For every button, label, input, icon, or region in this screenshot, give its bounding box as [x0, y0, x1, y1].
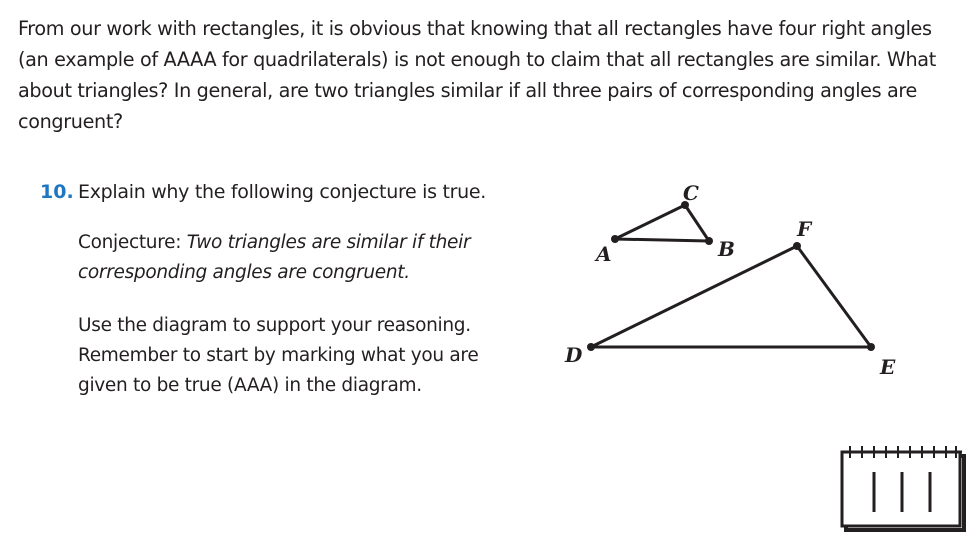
intro-line: From our work with rectangles, it is obvious that knowing that all rectangles have four right angles [18, 17, 932, 40]
instruction-line: Remember to start by marking what you are [78, 345, 479, 366]
vertex-point-a [611, 235, 619, 243]
triangle-def [591, 246, 871, 347]
vertex-point-b [705, 237, 713, 245]
notepad-tally-icon[interactable] [838, 440, 968, 536]
triangle-abc [615, 205, 709, 241]
vertex-label-c: C [683, 181, 699, 205]
vertex-label-d: D [565, 343, 583, 367]
problem-prompt: Explain why the following conjecture is true. [78, 181, 487, 203]
vertex-label-f: F [797, 217, 812, 241]
intro-line: (an example of AAAA for quadrilaterals) is not enough to claim that all rectangles are similar. What [18, 48, 936, 71]
intro-line: congruent? [18, 110, 123, 133]
instruction-line: given to be true (AAA) in the diagram. [78, 375, 422, 396]
vertex-label-a: A [596, 242, 612, 266]
vertex-label-b: B [718, 237, 735, 261]
vertex-point-e [867, 343, 875, 351]
vertex-point-d [587, 343, 595, 351]
vertex-label-e: E [880, 355, 896, 379]
conjecture-statement-part-2: corresponding angles are congruent. [78, 262, 410, 283]
problem-number: 10. [40, 181, 74, 203]
vertex-point-f [793, 242, 801, 250]
instruction-line: Use the diagram to support your reasoning. [78, 315, 471, 336]
conjecture-label: Conjecture: [78, 232, 187, 253]
conjecture-statement-part-1: Two triangles are similar if their [186, 232, 471, 253]
intro-line: about triangles? In general, are two triangles similar if all three pairs of corresponding angles are [18, 79, 918, 102]
